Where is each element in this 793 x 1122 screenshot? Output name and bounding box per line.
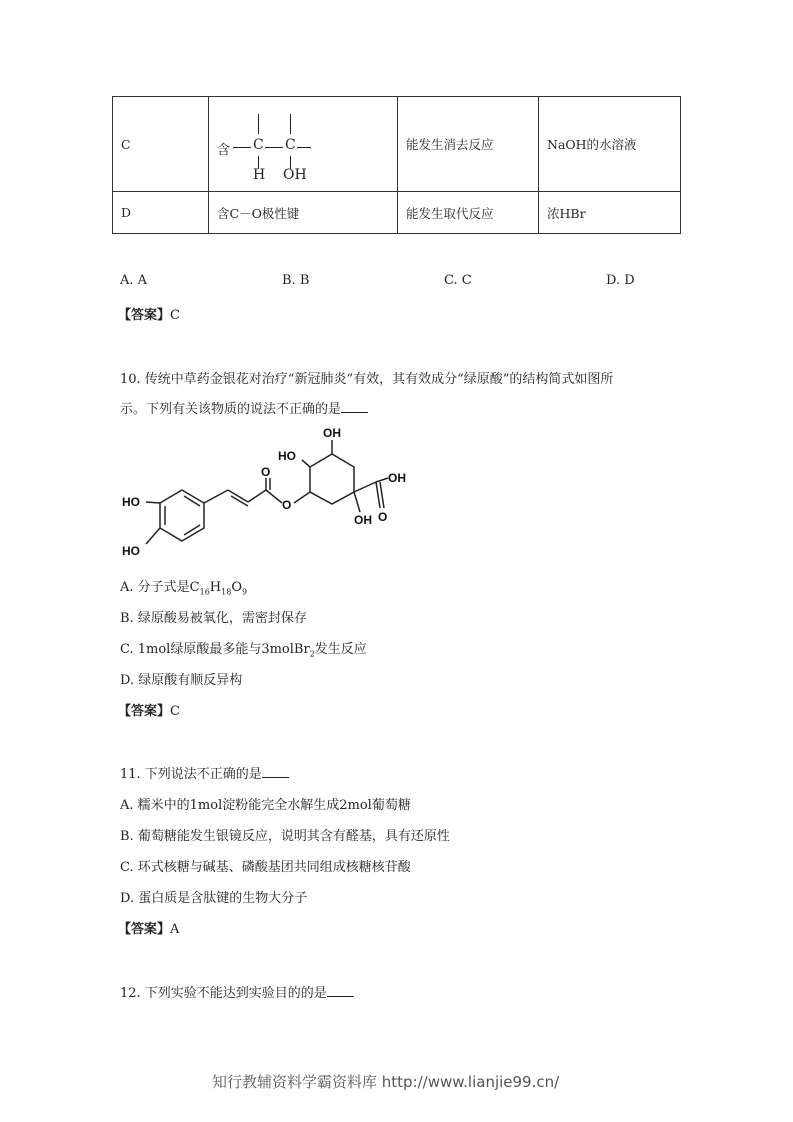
- option-text: C. 1mol绿原酸最多能与3molBr: [120, 642, 310, 657]
- hydroxyl: OH: [283, 167, 307, 183]
- property-cell: 能发生消去反应: [398, 97, 539, 192]
- options-table: [112, 96, 681, 234]
- answer-value: C: [170, 308, 180, 323]
- q9-option-a: A. A: [120, 273, 148, 288]
- label-oh-acid: OH: [388, 471, 406, 485]
- q10-option-d: D. 绿原酸有顺反异构: [120, 673, 243, 688]
- q12-stem: [120, 982, 354, 1001]
- label-o-carbonyl: O: [261, 465, 271, 479]
- table-row: [113, 97, 681, 192]
- table-row: [113, 192, 681, 234]
- q10-stem-line1: 10. 传统中草药金银花对治疗“新冠肺炎”有效，其有效成分“绿原酸”的结构简式如图所: [120, 372, 614, 387]
- subscript: 2: [309, 649, 315, 659]
- q11-stem: [120, 763, 289, 782]
- subscript: 16: [199, 587, 210, 597]
- label-oh-top: OH: [323, 426, 341, 440]
- fragment-prefix: 含: [217, 143, 231, 158]
- reagent-cell: NaOH的水溶液: [539, 97, 681, 192]
- carbon-2: C: [285, 137, 296, 153]
- label-oh-quat: OH: [354, 513, 372, 527]
- q10-option-a: [120, 576, 247, 597]
- c-c-fragment: [215, 100, 385, 188]
- subscript: 18: [221, 587, 232, 597]
- q10-option-b: B. 绿原酸易被氧化，需密封保存: [120, 611, 307, 626]
- answer-label: 【答案】: [118, 308, 171, 323]
- answer-blank: [341, 400, 368, 413]
- label-ho-ar2: HO: [122, 544, 140, 558]
- q9-answer: [118, 304, 180, 323]
- property-cell: 能发生取代反应: [398, 192, 539, 234]
- group-cell: 含C－O极性键: [209, 192, 398, 234]
- reagent-cell: 浓HBr: [539, 192, 681, 234]
- answer-blank: [327, 984, 354, 997]
- q10-option-c: [120, 638, 367, 659]
- option-text: H: [209, 580, 222, 595]
- answer-label: 【答案】: [118, 704, 171, 719]
- answer-value: A: [170, 922, 180, 937]
- q11-answer: [118, 918, 179, 937]
- row-label: D: [113, 192, 209, 234]
- stem-text: 示。下列有关该物质的说法不正确的是: [120, 402, 342, 417]
- structure-fragment-cell: [209, 97, 398, 192]
- hydrogen: H: [253, 167, 266, 183]
- q10-answer: [118, 700, 180, 719]
- chlorogenic-acid-structure: [110, 420, 420, 565]
- label-o-ester: O: [282, 498, 292, 512]
- q10-stem-line2: [120, 398, 368, 417]
- footer-watermark: 知行教辅资料学霸资料库 http://www.lianjie99.cn/: [212, 1073, 560, 1091]
- q9-option-c: C. C: [444, 273, 472, 288]
- carbon-1: C: [253, 137, 264, 153]
- q11-option-a: A. 糯米中的1mol淀粉能完全水解生成2mol葡萄糖: [120, 798, 411, 813]
- q11-option-b: B. 葡萄糖能发生银镜反应，说明其含有醛基，具有还原性: [120, 829, 450, 844]
- option-text: 发生反应: [314, 642, 367, 657]
- q11-option-c: C. 环式核糖与碱基、磷酸基团共同组成核糖核苷酸: [120, 860, 411, 875]
- label-ho-ar1: HO: [122, 495, 140, 509]
- stem-text: 11. 下列说法不正确的是: [120, 767, 262, 782]
- label-o-acid: O: [378, 510, 388, 524]
- q9-option-b: B. B: [282, 273, 310, 288]
- option-text: A. 分子式是C: [120, 580, 200, 595]
- answer-label: 【答案】: [118, 922, 171, 937]
- row-label: C: [113, 97, 209, 192]
- option-text: O: [231, 580, 242, 595]
- stem-text: 12. 下列实验不能达到实验目的的是: [120, 986, 327, 1001]
- subscript: 9: [242, 587, 248, 597]
- q11-option-d: D. 蛋白质是含肽键的生物大分子: [120, 891, 308, 906]
- answer-blank: [262, 765, 289, 778]
- answer-value: C: [170, 704, 180, 719]
- label-ho-ring: HO: [278, 449, 296, 463]
- q9-option-d: D. D: [606, 273, 635, 288]
